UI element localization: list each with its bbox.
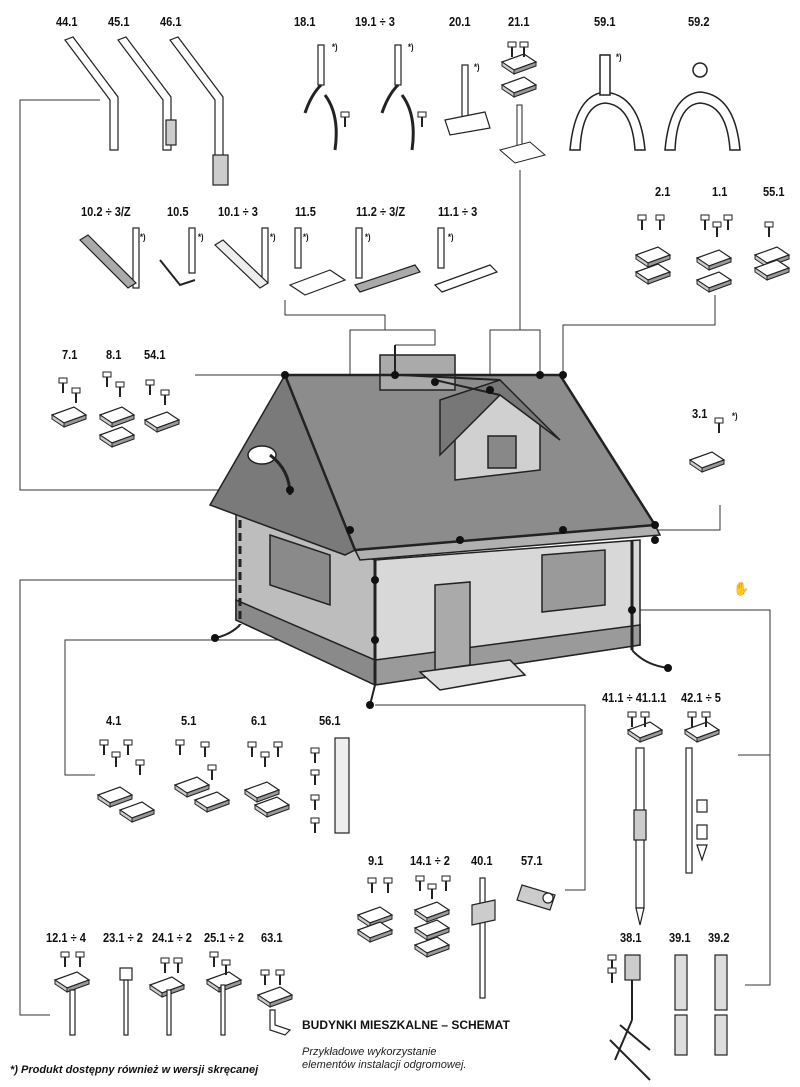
label-38-1: 38.1 — [620, 930, 642, 945]
asterisk: *) — [474, 62, 480, 72]
label-54-1: 54.1 — [144, 347, 166, 362]
label-6-1: 6.1 — [251, 713, 267, 728]
label-55-1: 55.1 — [763, 184, 785, 199]
asterisk: *) — [140, 232, 146, 242]
label-12-1: 12.1 ÷ 4 — [46, 930, 86, 945]
label-39-2: 39.2 — [708, 930, 730, 945]
label-7-1: 7.1 — [62, 347, 78, 362]
house — [210, 345, 668, 705]
asterisk: *) — [198, 232, 204, 242]
label-10-2: 10.2 ÷ 3/Z — [81, 204, 131, 219]
label-21-1: 21.1 — [508, 14, 530, 29]
asterisk: *) — [270, 232, 276, 242]
label-18-1: 18.1 — [294, 14, 316, 29]
label-20-1: 20.1 — [449, 14, 471, 29]
label-5-1: 5.1 — [181, 713, 197, 728]
hand-icon: ✋ — [733, 582, 750, 597]
label-9-1: 9.1 — [368, 853, 384, 868]
label-45-1: 45.1 — [108, 14, 130, 29]
label-2-1: 2.1 — [655, 184, 671, 199]
label-42-1: 42.1 ÷ 5 — [681, 690, 721, 705]
label-57-1: 57.1 — [521, 853, 543, 868]
label-10-5: 10.5 — [167, 204, 189, 219]
asterisk: *) — [448, 232, 454, 242]
label-11-2: 11.2 ÷ 3/Z — [356, 204, 406, 219]
label-59-1: 59.1 — [594, 14, 616, 29]
asterisk: *) — [365, 232, 371, 242]
label-63-1: 63.1 — [261, 930, 283, 945]
label-41-1: 41.1 ÷ 41.1.1 — [602, 690, 667, 705]
label-11-1: 11.1 ÷ 3 — [438, 204, 478, 219]
label-46-1: 46.1 — [160, 14, 182, 29]
label-1-1: 1.1 — [712, 184, 728, 199]
footnote: *) Produkt dostępny również w wersji skręcanej — [10, 1064, 259, 1076]
label-59-2: 59.2 — [688, 14, 710, 29]
label-8-1: 8.1 — [106, 347, 122, 362]
asterisk: *) — [408, 42, 414, 52]
asterisk: *) — [303, 232, 309, 242]
label-39-1: 39.1 — [669, 930, 691, 945]
label-14-1: 14.1 ÷ 2 — [410, 853, 450, 868]
label-23-1: 23.1 ÷ 2 — [103, 930, 143, 945]
label-40-1: 40.1 — [471, 853, 493, 868]
label-24-1: 24.1 ÷ 2 — [152, 930, 192, 945]
label-10-1: 10.1 ÷ 3 — [218, 204, 258, 219]
asterisk: *) — [732, 411, 738, 421]
asterisk: *) — [616, 52, 622, 62]
subtitle-line-1: Przykładowe wykorzystanie — [302, 1046, 437, 1058]
label-4-1: 4.1 — [106, 713, 122, 728]
label-25-1: 25.1 ÷ 2 — [204, 930, 244, 945]
label-56-1: 56.1 — [319, 713, 341, 728]
label-3-1: 3.1 — [692, 406, 708, 421]
label-11-5: 11.5 — [295, 204, 316, 219]
asterisk: *) — [332, 42, 338, 52]
label-44-1: 44.1 — [56, 14, 78, 29]
schematic-title: BUDYNKI MIESZKALNE – SCHEMAT — [302, 1018, 510, 1032]
schematic-subtitle — [302, 1046, 522, 1072]
label-19-1: 19.1 ÷ 3 — [355, 14, 395, 29]
subtitle-line-2: elementów instalacji odgromowej. — [302, 1059, 467, 1071]
